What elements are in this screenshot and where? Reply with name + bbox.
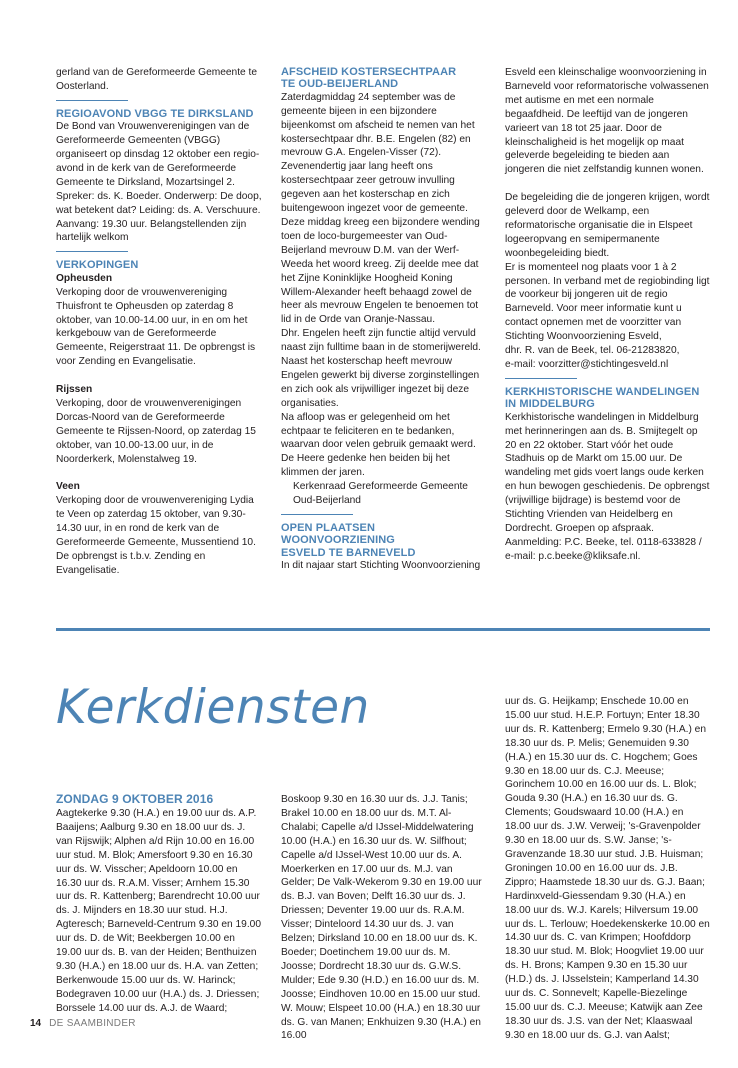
divider [281, 514, 353, 515]
heading-woonvoorziening-2: ESVELD TE BARNEVELD [281, 546, 416, 559]
divider [56, 251, 128, 252]
heading-afscheid: AFSCHEID KOSTERSECHTPAAR [281, 66, 457, 78]
section-rule [56, 628, 710, 631]
regioavond-text: De Bond van Vrouwenverenigingen van de Gereformeerde Gemeenten (VBGG) organiseert op dinsdag 12 oktober een regio-avond in de kerk van de Gereformeerde Gemeente te Dirksland, Mozartsingel 2. Spreker: ds. K. Boeder. Onderwerp: De doop, wat betekent dat? Leiding: ds. A. Verschuure. Aanvang: 19.30 uur. Belangstellenden zijn hartelijk welkom [56, 121, 262, 244]
heading-wandelingen: KERKHISTORISCHE WANDELINGEN [505, 385, 700, 398]
wandelingen-para: Kerkhistorische wandelingen in Middelburg met herinneringen aan ds. B. Smijtegelt op 20 en 22 oktober. Start vóór het oude Stadhuis op de Markt om 15.00 uur. De wandeling met gids voert langs oude kerken en hun bewogen geschiedenis. De opbrengst (vrijwillige bijdrage) is bestemd voor de Stichting Vrienden van Heidelberg en Dordrecht. Groepen op afspraak. [505, 411, 710, 534]
rijssen-text: Verkoping, door de vrouwenverenigingen Dorcas-Noord van de Gereformeerde Gemeente te Rijssen-Noord, op zaterdag 15 oktober, van 10.00-13.00 uur, in de Noorderkerk, Molenstalweg 19. [56, 397, 256, 465]
column-1 [56, 66, 263, 578]
heading-verkopingen: VERKOPINGEN [56, 259, 139, 272]
services-text-2: Boskoop 9.30 en 16.30 uur ds. J.J. Tanis; Brakel 10.00 en 18.00 uur ds. M.T. Al-Chalabi; Capelle a/d IJssel-Middelwatering 10.00 (H.A.) en 16.30 uur ds. W. Silfhout; Capelle a/d IJssel-West 10.00 uur ds. A. Moerkerken en 17.00 uur ds. M.J. van Gelder; De Valk-Wekerom 9.30 en 19.00 uur ds. B.J. van Boven; Delft 16.30 uur ds. J. Driessen; Deventer 19.00 uur ds. R.A.M. Visser; Dinteloord 14.30 uur ds. J. van Belzen; Dirksland 10.00 en 18.00 uur ds. K. Boeder; Doetinchem 19.00 uur ds. M. Joosse; Dordrecht 18.30 uur ds. G.W.S. Mulder; Ede 9.30 (H.D.) en 16.00 uur ds. M. Joosse; Eindhoven 10.00 en 15.00 uur stud. W. Mouw; Elspeet 10.00 (H.A.) en 18.30 uur ds. G. van Manen; Enkhuizen 9.30 (H.A.) en 16.00 [281, 794, 482, 1042]
services-text-3: uur ds. G. Heijkamp; Enschede 10.00 en 15.00 uur stud. H.E.P. Fortuyn; Enter 18.30 uur ds. R. Kattenberg; Ermelo 9.30 (H.A.) en 18.30 uur ds. P. Melis; Genemuiden 9.30 (H.A.) en 15.30 uur ds. C. Hogchem; Goes 9.30 en 18.00 uur ds. C.J. Meeuse; Gorinchem 10.00 en 16.00 uur ds. L. Blok; Gouda 9.30 (H.A.) en 16.30 uur ds. G. Clements; Goudswaard 10.00 (H.A.) en 18.00 uur ds. J.W. Verweij; 's-Gravenpolder 9.30 en 18.00 uur ds. S.W. Janse; 's-Gravenzande 18.30 uur stud. J.B. Huisman; Groningen 10.00 en 16.00 uur ds. J.B. Zippro; Haamstede 18.30 uur ds. G.J. Baan; Hardinxveld-Giessendam 9.30 (H.A.) en 18.00 uur ds. W.J. Karels; Hilversum 19.00 uur ds. L. Terlouw; Hoedekenskerke 10.00 en 14.30 uur ds. C. van Krimpen; Hoofddorp 18.30 uur stud. M. Blok; Hoogvliet 19.00 uur ds. H. Brons; Kampen 9.30 en 15.30 uur (H.D.) ds. J. IJsselstein; Kamperland 14.30 uur ds. C. Sonnevelt; Kapelle-Biezelinge 15.00 uur ds. C.J. Meeuse; Katwijk aan Zee 18.30 uur ds. J.S. van der Net; Klaaswaal 9.30 en 18.00 uur ds. G.J. van Aalst; [505, 696, 710, 1041]
sub-rijssen: Rijssen [56, 384, 93, 396]
heading-regioavond: REGIOAVOND VBGG TE DIRKSLAND [56, 107, 254, 120]
services-date-heading: ZONDAG 9 OKTOBER 2016 [56, 792, 214, 806]
opheusden-text: Verkoping door de vrouwenvereniging Thuisfront te Opheusden op zaterdag 8 oktober, van 10.00-14.00 uur, in en om het kerkgebouw van de Gereformeerde Gemeente, Reigerstraat 11. De opbrengst is voor Zending en Evangelisatie. [56, 286, 256, 368]
signature: Kerkenraad Gereformeerde Gemeente Oud-Beijerland [293, 481, 468, 507]
email-line: e-mail: voorzitter@stichtingesveld.nl [505, 359, 669, 371]
woonvoorziening-text: In dit najaar start Stichting Woonvoorziening [281, 560, 481, 572]
page-footer [30, 1018, 136, 1029]
afscheid-para: Na afloop was er gelegenheid om het echtpaar te feliciteren en te bedanken, waarvan door velen gebruik gemaakt werd. [281, 411, 476, 451]
aanmelding-line: Aanmelding: P.C. Beeke, tel. 0118-633828 / [505, 536, 702, 548]
heading-woonvoorziening: OPEN PLAATSEN WOONVOORZIENING [281, 522, 395, 547]
services-column-3 [505, 695, 711, 1043]
kerkdiensten-title: Kerkdiensten [56, 680, 370, 735]
magazine-name: DE SAAMBINDER [49, 1018, 136, 1029]
heading-wandelingen-2: IN MIDDELBURG [505, 398, 595, 411]
column-2 [281, 66, 488, 573]
services-column-1 [56, 792, 263, 1016]
page-number: 14 [30, 1018, 42, 1029]
esveld-para: De begeleiding die de jongeren krijgen, wordt geleverd door de Welkamp, een reformatorische organisatie die in Elspeet logeeropvang en semipermanente woonbegeleiding biedt. [505, 192, 710, 259]
heading-afscheid-2: TE OUD-BEIJERLAND [281, 78, 399, 91]
intro-text: gerland van de Gereformeerde Gemeente te Oosterland. [56, 67, 258, 92]
divider [505, 378, 577, 379]
afscheid-para: Deze middag kreeg een bijzondere wending toen de loco-burgemeester van Oud-Beijerland mevrouw D.M. van der Werf-Weeda het woord kreeg. Zij deelde mee dat het Zijne Koninklijke Hoogheid Koning Willem-Alexander heeft behaagd zowel de heer als mevrouw Engelen te benoemen tot lid in de Orde van Oranje-Nassau. [281, 216, 480, 326]
veen-text: Verkoping door de vrouwenvereniging Lydia te Veen op zaterdag 15 oktober, van 9.30-14.30 uur, in en rond de kerk van de Gereformeerde Gemeente, Mussentiend 10. De opbrengst is t.b.v. Zending en Evangelisatie. [56, 495, 256, 576]
afscheid-para: De Heere gedenke hen beiden bij het klimmen der jaren. [281, 453, 450, 479]
divider [56, 100, 128, 101]
esveld-para: Er is momenteel nog plaats voor 1 à 2 personen. In verband met de regiobinding ligt de voorkeur bij jongeren uit de regio Barneveld. Voor meer informatie kunt u contact opnemen met de voorzitter van Stichting Woonvoorziening Esveld, [505, 261, 710, 343]
afscheid-para: Dhr. Engelen heeft zijn functie altijd vervuld naast zijn fulltime baan in de stomerijwereld. Naast het kosterschap heeft mevrouw Engelen gewerkt bij diverse zorginstellingen en zich ook als vrijwilliger ingezet bij deze organisaties. [281, 328, 481, 409]
afscheid-para: Zaterdagmiddag 24 september was de gemeente bijeen in een bijzondere bijeenkomst om afscheid te nemen van het kostersechtpaar dhr. B.E. Engelen (82) en mevrouw G.A. Engelen-Visser (72). [281, 91, 475, 159]
column-3 [505, 66, 711, 564]
afscheid-para: Zevenendertig jaar lang heeft ons kostersechtpaar zeer getrouw invulling gegeven aan het kosterschap en zich buitengewoon ingezet voor de gemeente. [281, 161, 468, 215]
services-text-1: Aagtekerke 9.30 (H.A.) en 19.00 uur ds. A.P. Baaijens; Aalburg 9.30 en 18.00 uur ds. J. van Rijswijk; Alphen a/d Rijn 10.00 en 16.00 uur stud. M. Blok; Amersfoort 9.30 en 16.30 uur ds. W. Visscher; Apeldoorn 10.00 en 16.30 uur ds. R.A.M. Visser; Arnhem 15.30 uur ds. R. Kattenberg; Barendrecht 10.00 uur ds. J. Mijnders en 18.30 uur stud. H.J. Agteresch; Barneveld-Centrum 9.30 en 19.00 uur ds. D. de Wit; Beekbergen 10.00 en 19.00 uur ds. B. van der Heiden; Benthuizen 9.30 (H.A.) en 18.00 uur ds. H.A. van Zetten; Berkenwoude 15.00 uur ds. W. Harinck; Bodegraven 10.00 uur (H.A.) ds. J. Driessen; Borssele 14.00 uur ds. A.J. de Waard; [56, 808, 262, 1014]
sub-veen: Veen [56, 481, 80, 493]
sub-opheusden: Opheusden [56, 272, 113, 284]
services-column-2 [281, 793, 488, 1043]
esveld-para: Esveld een kleinschalige woonvoorziening in Barneveld voor reformatorische volwassenen met autisme en met een normale begaafdheid. De leeftijd van de jongeren varieert van 18 tot 25 jaar. Door de kleinschaligheid is het mogelijk op maat geleverde begeleiding te bieden aan jongeren die niet zelfstandig kunnen wonen. [505, 67, 709, 176]
contact-line: dhr. R. van de Beek, tel. 06-21283820, [505, 345, 680, 357]
aanmelding-email: e-mail: p.c.beeke@kliksafe.nl. [505, 550, 641, 562]
